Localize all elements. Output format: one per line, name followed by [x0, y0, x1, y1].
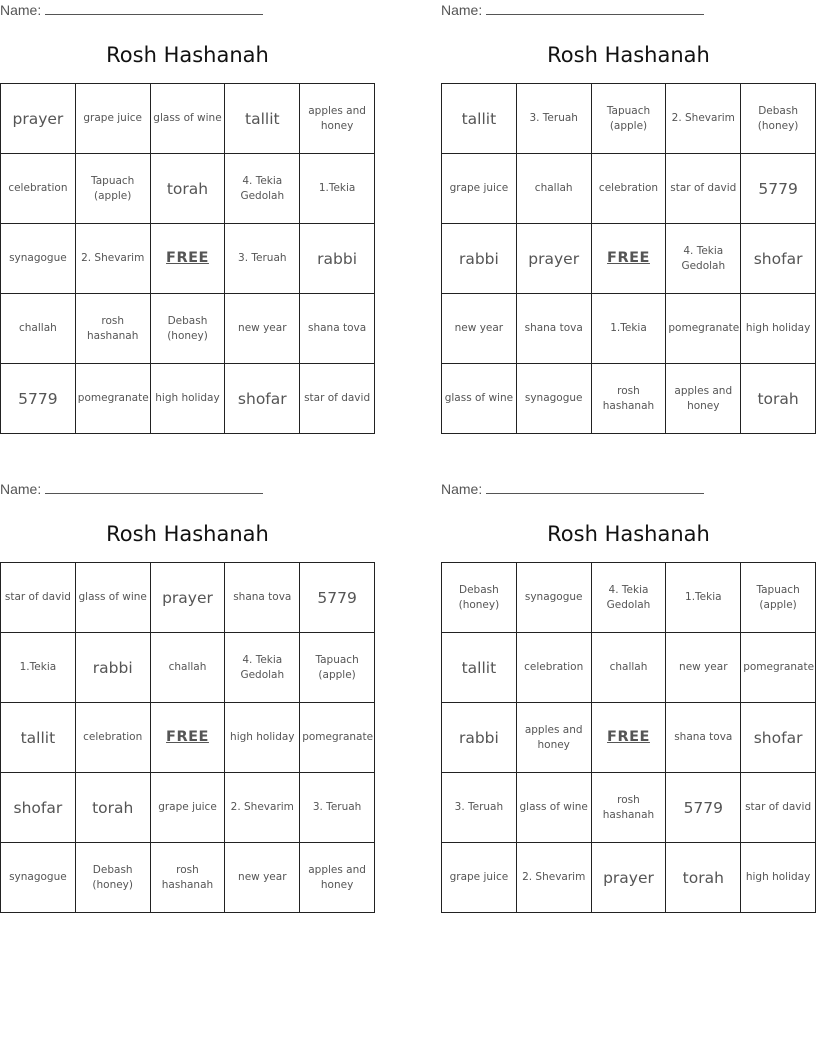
bingo-cell: torah [741, 364, 816, 434]
card-title: Rosh Hashanah [106, 522, 269, 546]
bingo-cell: tallit [442, 633, 517, 703]
free-space: FREE [591, 224, 666, 294]
bingo-cell: shofar [741, 224, 816, 294]
bingo-cell: high holiday [150, 364, 225, 434]
bingo-cell: apples and honey [516, 703, 591, 773]
name-blank-line [45, 479, 263, 494]
bingo-cell: 2. Shevarim [516, 843, 591, 913]
bingo-cell: new year [442, 294, 517, 364]
bingo-row [1, 773, 375, 843]
bingo-row [1, 84, 375, 154]
bingo-row [1, 843, 375, 913]
card-title: Rosh Hashanah [547, 43, 710, 67]
bingo-grid [0, 562, 375, 913]
bingo-cell: grape juice [75, 84, 150, 154]
bingo-cell: prayer [150, 563, 225, 633]
bingo-cell: apples and honey [300, 84, 375, 154]
bingo-cell: celebration [516, 633, 591, 703]
bingo-grid [441, 562, 816, 913]
bingo-cell: glass of wine [75, 563, 150, 633]
bingo-cell: challah [591, 633, 666, 703]
bingo-cell: challah [150, 633, 225, 703]
name-label: Name: [0, 481, 42, 497]
bingo-cell: Tapuach (apple) [591, 84, 666, 154]
bingo-cell: 5779 [300, 563, 375, 633]
bingo-cell: high holiday [225, 703, 300, 773]
bingo-row [442, 84, 816, 154]
bingo-grid [0, 83, 375, 434]
name-label: Name: [441, 481, 483, 497]
bingo-cell: challah [516, 154, 591, 224]
bingo-row [1, 294, 375, 364]
bingo-cell: Tapuach (apple) [741, 563, 816, 633]
bingo-cell: shana tova [300, 294, 375, 364]
bingo-cell: glass of wine [442, 364, 517, 434]
free-space: FREE [150, 703, 225, 773]
bingo-cell: synagogue [1, 224, 76, 294]
bingo-cell: new year [225, 294, 300, 364]
bingo-cell: celebration [591, 154, 666, 224]
bingo-cell: Debash (honey) [442, 563, 517, 633]
bingo-cell: 2. Shevarim [225, 773, 300, 843]
bingo-cell: 5779 [1, 364, 76, 434]
bingo-cell: shofar [1, 773, 76, 843]
bingo-row [442, 364, 816, 434]
bingo-cell: Tapuach (apple) [75, 154, 150, 224]
bingo-cell: tallit [1, 703, 76, 773]
bingo-cell: Debash (honey) [75, 843, 150, 913]
bingo-cell: 5779 [666, 773, 741, 843]
bingo-cell: rabbi [442, 703, 517, 773]
bingo-row [1, 224, 375, 294]
bingo-cell: 3. Teruah [225, 224, 300, 294]
bingo-cell: torah [75, 773, 150, 843]
bingo-row [442, 154, 816, 224]
bingo-row [442, 563, 816, 633]
bingo-cell: shofar [741, 703, 816, 773]
bingo-cell: tallit [442, 84, 517, 154]
bingo-cell: 1.Tekia [591, 294, 666, 364]
bingo-cell: prayer [1, 84, 76, 154]
bingo-cell: 4. Tekia Gedolah [225, 633, 300, 703]
bingo-cell: pomegranate [300, 703, 375, 773]
bingo-row [442, 773, 816, 843]
bingo-row [442, 703, 816, 773]
bingo-cell: Debash (honey) [741, 84, 816, 154]
bingo-cell: shana tova [666, 703, 741, 773]
bingo-cell: Debash (honey) [150, 294, 225, 364]
bingo-cell: tallit [225, 84, 300, 154]
bingo-row [1, 364, 375, 434]
bingo-cell: prayer [516, 224, 591, 294]
bingo-cell: rosh hashanah [150, 843, 225, 913]
bingo-cell: challah [1, 294, 76, 364]
bingo-cell: rosh hashanah [591, 364, 666, 434]
bingo-row [442, 843, 816, 913]
card-title: Rosh Hashanah [106, 43, 269, 67]
name-field [441, 479, 704, 499]
bingo-cell: glass of wine [150, 84, 225, 154]
bingo-cell: star of david [666, 154, 741, 224]
bingo-cell: shana tova [516, 294, 591, 364]
bingo-row [1, 154, 375, 224]
name-field [0, 0, 263, 20]
name-blank-line [486, 479, 704, 494]
bingo-cell: rabbi [75, 633, 150, 703]
bingo-cell: star of david [300, 364, 375, 434]
bingo-cell: grape juice [442, 154, 517, 224]
bingo-cell: shofar [225, 364, 300, 434]
bingo-cell: 5779 [741, 154, 816, 224]
bingo-row [1, 703, 375, 773]
name-blank-line [45, 0, 263, 15]
bingo-cell: 4. Tekia Gedolah [666, 224, 741, 294]
name-field [441, 0, 704, 20]
bingo-cell: 3. Teruah [300, 773, 375, 843]
free-space: FREE [591, 703, 666, 773]
bingo-cell: synagogue [516, 364, 591, 434]
bingo-cell: pomegranate [666, 294, 741, 364]
bingo-cell: rabbi [300, 224, 375, 294]
name-label: Name: [441, 2, 483, 18]
bingo-cell: new year [225, 843, 300, 913]
bingo-cell: pomegranate [741, 633, 816, 703]
bingo-cell: rabbi [442, 224, 517, 294]
bingo-cell: 2. Shevarim [75, 224, 150, 294]
bingo-cell: celebration [1, 154, 76, 224]
bingo-cell: grape juice [150, 773, 225, 843]
bingo-cell: star of david [741, 773, 816, 843]
bingo-cell: 4. Tekia Gedolah [225, 154, 300, 224]
bingo-cell: rosh hashanah [75, 294, 150, 364]
bingo-cell: shana tova [225, 563, 300, 633]
bingo-cell: 2. Shevarim [666, 84, 741, 154]
bingo-cell: 4. Tekia Gedolah [591, 563, 666, 633]
bingo-row [1, 563, 375, 633]
bingo-grid [441, 83, 816, 434]
bingo-row [442, 294, 816, 364]
bingo-cell: 1.Tekia [1, 633, 76, 703]
bingo-cell: star of david [1, 563, 76, 633]
bingo-row [442, 633, 816, 703]
bingo-cell: grape juice [442, 843, 517, 913]
bingo-cell: pomegranate [75, 364, 150, 434]
name-label: Name: [0, 2, 42, 18]
bingo-cell: torah [666, 843, 741, 913]
bingo-cell: 1.Tekia [666, 563, 741, 633]
bingo-cell: Tapuach (apple) [300, 633, 375, 703]
bingo-cell: high holiday [741, 294, 816, 364]
name-field [0, 479, 263, 499]
bingo-cell: torah [150, 154, 225, 224]
bingo-cell: 3. Teruah [516, 84, 591, 154]
bingo-row [1, 633, 375, 703]
bingo-cell: rosh hashanah [591, 773, 666, 843]
name-blank-line [486, 0, 704, 15]
bingo-cell: 1.Tekia [300, 154, 375, 224]
bingo-cell: high holiday [741, 843, 816, 913]
bingo-cell: 3. Teruah [442, 773, 517, 843]
bingo-cell: apples and honey [300, 843, 375, 913]
bingo-cell: glass of wine [516, 773, 591, 843]
bingo-row [442, 224, 816, 294]
bingo-cell: celebration [75, 703, 150, 773]
bingo-cell: apples and honey [666, 364, 741, 434]
bingo-cell: new year [666, 633, 741, 703]
bingo-cell: synagogue [1, 843, 76, 913]
bingo-cell: prayer [591, 843, 666, 913]
card-title: Rosh Hashanah [547, 522, 710, 546]
free-space: FREE [150, 224, 225, 294]
bingo-cell: synagogue [516, 563, 591, 633]
